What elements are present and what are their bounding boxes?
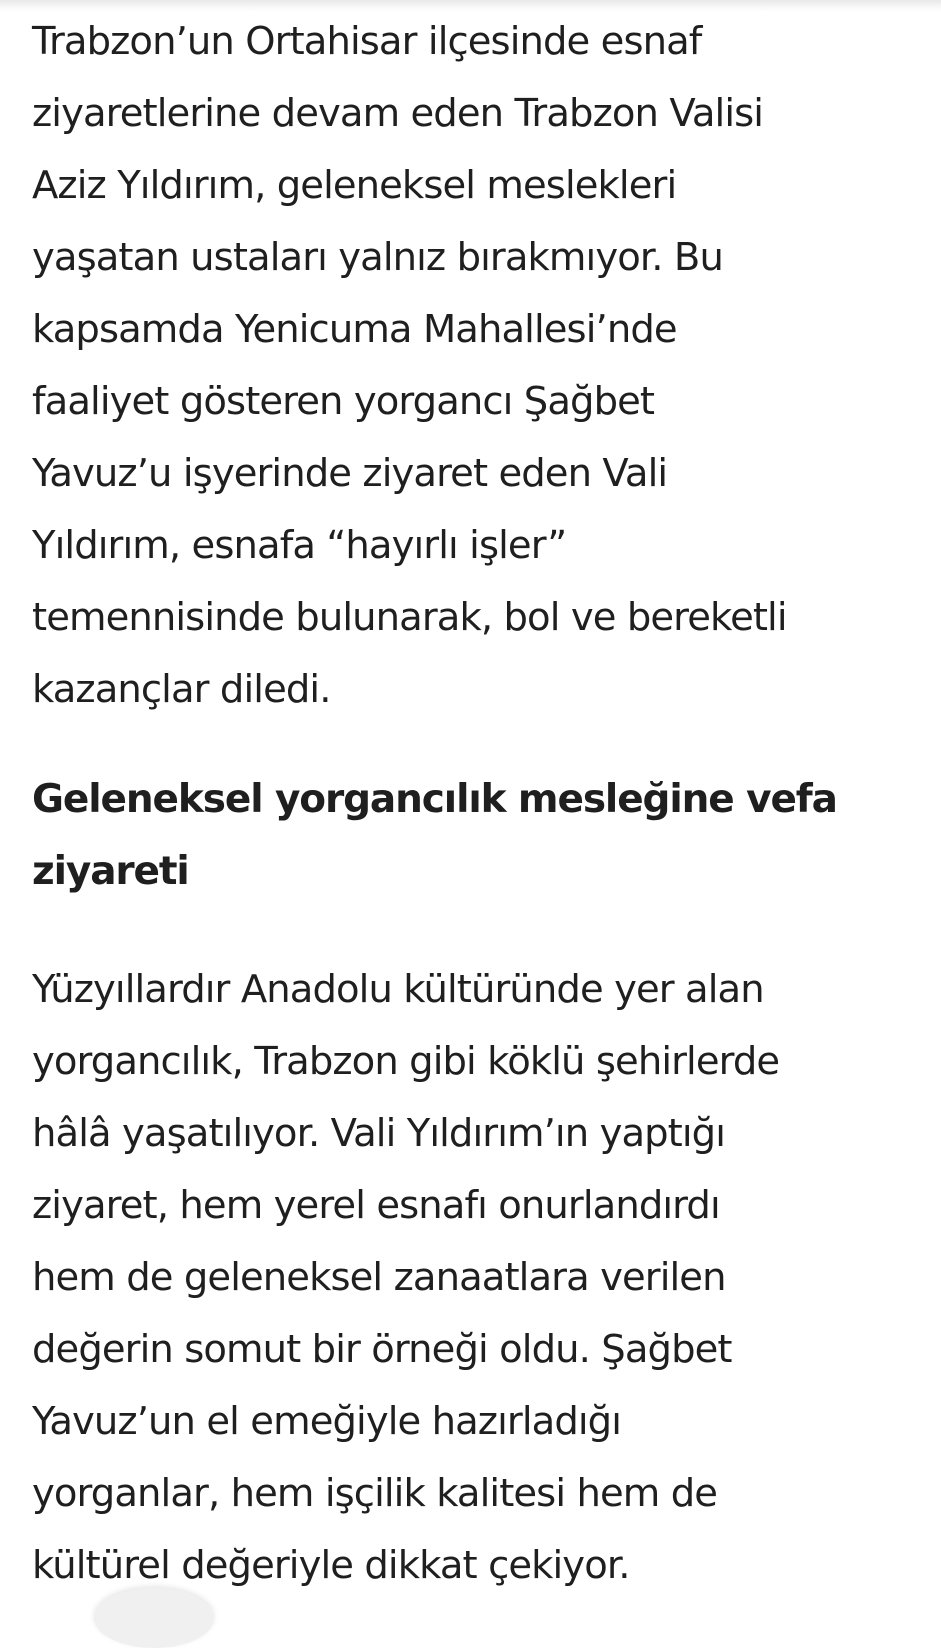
floating-button-edge[interactable] — [94, 1588, 214, 1648]
paragraph-line: Yavuz’un el emeğiyle hazırladığı — [32, 1399, 622, 1444]
paragraph-line: değerin somut bir örneği oldu. Şağbet — [32, 1327, 732, 1372]
paragraph-line: hem de geleneksel zanaatlara verilen — [32, 1255, 726, 1300]
intro-paragraph — [32, 6, 912, 726]
paragraph-line: hâlâ yaşatılıyor. Vali Yıldırım’ın yaptığı — [32, 1111, 726, 1156]
section-heading — [32, 764, 912, 908]
paragraph-line: yorgancılık, Trabzon gibi köklü şehirlerde — [32, 1039, 780, 1084]
paragraph-line: Aziz Yıldırım, geleneksel meslekleri — [32, 163, 677, 208]
paragraph-line: kazançlar diledi. — [32, 667, 331, 712]
paragraph-line: ziyaretlerine devam eden Trabzon Valisi — [32, 91, 764, 136]
article-body — [32, 6, 912, 1602]
paragraph-line: kültürel değeriyle dikkat çekiyor. — [32, 1543, 630, 1588]
paragraph-line: ziyaret, hem yerel esnafı onurlandırdı — [32, 1183, 720, 1228]
paragraph-line: kapsamda Yenicuma Mahallesi’nde — [32, 307, 677, 352]
paragraph-line: faaliyet gösteren yorgancı Şağbet — [32, 379, 655, 424]
paragraph-line: Yıldırım, esnafa “hayırlı işler” — [32, 523, 567, 568]
heading-line: ziyareti — [32, 849, 189, 894]
paragraph-line: Trabzon’un Ortahisar ilçesinde esnaf — [32, 19, 702, 64]
paragraph-line: Yüzyıllardır Anadolu kültüründe yer alan — [32, 967, 764, 1012]
paragraph-line: yorganlar, hem işçilik kalitesi hem de — [32, 1471, 718, 1516]
paragraph-line: temennisinde bulunarak, bol ve bereketli — [32, 595, 787, 640]
paragraph-line: Yavuz’u işyerinde ziyaret eden Vali — [32, 451, 668, 496]
paragraph-line: yaşatan ustaları yalnız bırakmıyor. Bu — [32, 235, 723, 280]
heading-line: Geleneksel yorgancılık mesleğine vefa — [32, 777, 837, 822]
body-paragraph — [32, 954, 912, 1602]
